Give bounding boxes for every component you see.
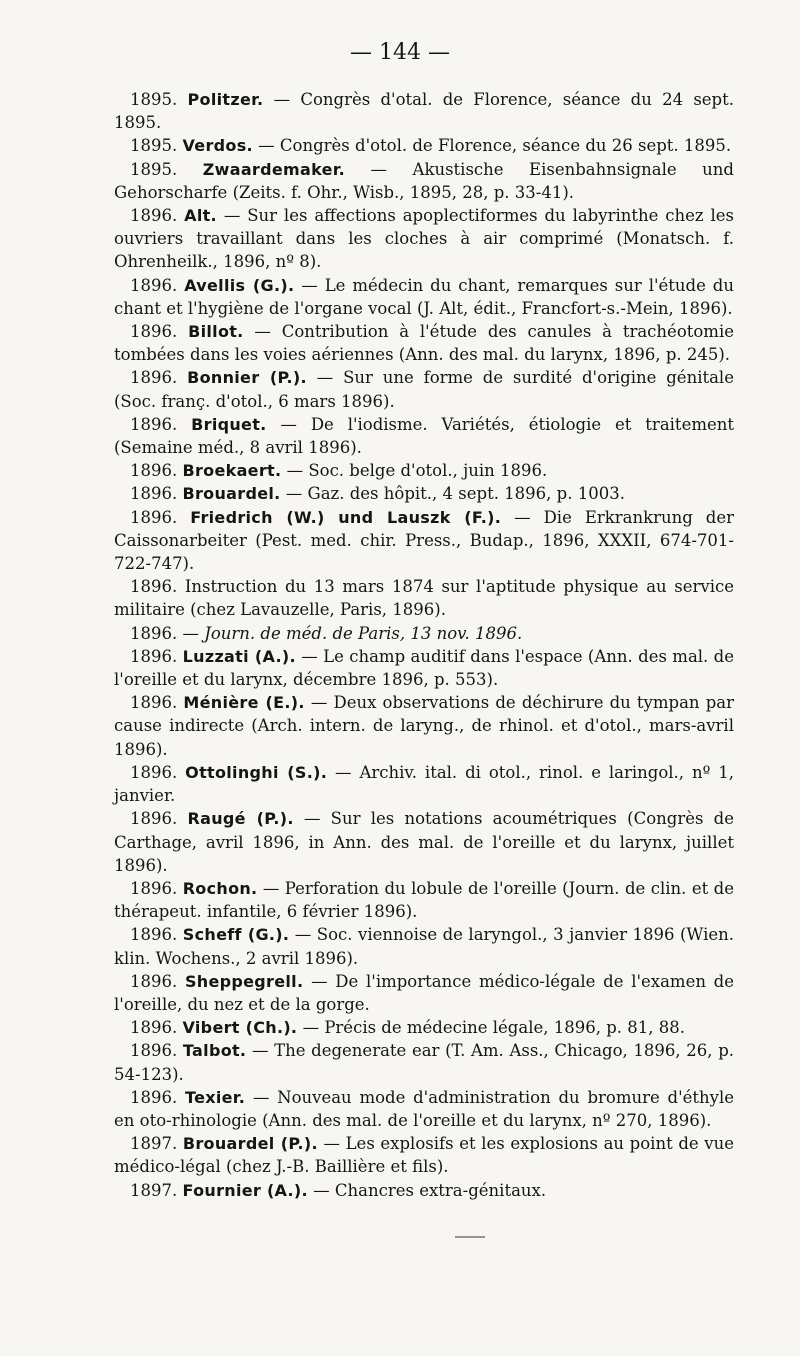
bibliography-entry	[114, 88, 734, 134]
entry-year: 1896.	[130, 206, 178, 226]
bibliography-entry	[114, 366, 734, 412]
entry-text: — Soc. viennoise de laryngol., 3 janvier 1896 (Wien. klin. Wochens., 2 avril 1896).	[114, 925, 735, 968]
entry-author: Brouardel (P.).	[182, 1134, 318, 1154]
entry-text: — Die Erkrankrung der Caissonarbeiter (Pest. med. chir. Press., Budap., 1896, XXXII, 674-701-722-747).	[114, 507, 735, 574]
entry-text: — Journ. de méd. de Paris, 13 nov. 1896.	[177, 623, 523, 643]
entry-author: Bonnier (P.).	[187, 368, 307, 388]
entry-text: — Précis de médecine légale, 1896, p. 81, 88.	[297, 1018, 685, 1038]
entry-author: Briquet.	[191, 414, 267, 434]
bibliography-entry	[114, 459, 734, 482]
entry-text: — Perforation du lobule de l'oreille (Journ. de clin. et de thérapeut. infantile, 6 février 1896).	[114, 878, 734, 922]
entry-text: — Akustische Eisenbahnsignale und Gehorscharfe (Zeits. f. Ohr., Wisb., 1895, 28, p. 33-41).	[114, 159, 734, 202]
bibliography-entry	[114, 1039, 734, 1085]
entry-author: Politzer.	[187, 90, 264, 109]
entry-text: — Sur une forme de surdité d'origine génitale (Soc. franç. d'otol., 6 mars 1896).	[114, 368, 734, 411]
entry-author: Rochon.	[182, 878, 258, 898]
entry-year: 1896.	[130, 484, 178, 504]
entry-author: Zwaardemaker.	[202, 159, 346, 179]
entry-author: Verdos.	[182, 136, 253, 156]
entry-author: Luzzati (A.).	[182, 646, 296, 666]
entry-text: — Deux observations de déchirure du tympan par cause indirecte (Arch. intern. de laryng., de rhinol. et d'otol., mars-avril 1896).	[114, 693, 734, 759]
entry-year: 1896.	[130, 971, 178, 991]
entry-year: 1896.	[130, 693, 178, 713]
entry-year: 1896.	[130, 275, 178, 295]
entry-year: 1896.	[130, 809, 178, 829]
entry-year: 1896.	[130, 925, 178, 945]
entry-author: Fournier (A.).	[182, 1180, 308, 1200]
entry-text: — Le champ auditif dans l'espace (Ann. des mal. de l'oreille et du larynx, décembre 1896, p. 553).	[114, 646, 735, 690]
entry-year: 1895.	[130, 136, 178, 156]
entry-text: — Contribution à l'étude des canules à trachéotomie tombées dans les voies aériennes (Ann. des mal. du larynx, 1896, p. 245).	[114, 322, 734, 365]
bibliography-entry	[114, 158, 734, 204]
entry-year: 1895.	[130, 159, 178, 179]
entry-text: — Soc. belge d'otol., juin 1896.	[281, 461, 548, 481]
bibliography-entry	[114, 204, 734, 274]
entry-year: 1896.	[130, 414, 178, 434]
entry-text: — Le médecin du chant, remarques sur l'étude du chant et l'hygiène de l'organe vocal (J. Alt, édit., Francfort-s.-Mein, 1896).	[114, 275, 734, 318]
entry-text: — Sur les affections apoplectiformes du labyrinthe chez les ouvriers travaillant dans les cloches à air comprimé (Monatsch. f. Ohrenheilk., 1896, nº 8).	[114, 206, 734, 272]
entry-year: 1896.	[130, 623, 178, 643]
bibliography-entry	[114, 274, 734, 320]
entry-year: 1896.	[130, 368, 178, 388]
entry-author: Friedrich (W.) und Lauszk (F.).	[190, 507, 502, 527]
bibliography-entry	[114, 320, 734, 366]
bibliography-entry	[114, 1086, 734, 1132]
entry-year: 1896.	[130, 1087, 178, 1107]
entry-author: Vibert (Ch.).	[182, 1018, 298, 1038]
entry-text: — Archiv. ital. di otol., rinol. e laringol., nº 1, janvier.	[114, 762, 734, 806]
entry-text: — Chancres extra-génitaux.	[307, 1180, 547, 1200]
bibliography-entry	[114, 1132, 734, 1178]
bibliography-entry	[114, 506, 734, 576]
entry-author: Texier.	[185, 1087, 246, 1107]
entry-author: Billot.	[188, 322, 244, 342]
bibliography-entry	[114, 413, 734, 459]
entry-year: 1896.	[130, 322, 178, 342]
entry-year: 1896.	[130, 878, 178, 898]
entry-author: Raugé (P.).	[187, 809, 294, 829]
entry-author: Broekaert.	[182, 461, 282, 481]
entry-text: — Les explosifs et les explosions au point de vue médico-légal (chez J.-B. Baillière et fils).	[114, 1134, 734, 1177]
entry-year: 1897.	[130, 1134, 178, 1154]
entry-author: Alt.	[184, 206, 217, 226]
bibliography-entry	[114, 1179, 734, 1202]
entry-author: Ménière (E.).	[183, 693, 305, 713]
entry-year: 1896.	[130, 461, 178, 481]
entry-year: 1896.	[130, 1041, 178, 1061]
bibliography-entry	[114, 645, 734, 691]
bibliography-list	[114, 88, 734, 1202]
bibliography-entry	[114, 761, 734, 807]
entry-text: — Nouveau mode d'administration du bromure d'éthyle en oto-rhinologie (Ann. des mal. de l'oreille et du larynx, nº 270, 1896).	[114, 1087, 734, 1130]
entry-year: 1897.	[130, 1180, 178, 1200]
entry-text: — Gaz. des hôpit., 4 sept. 1896, p. 1003.	[280, 484, 625, 504]
entry-text: — Congrès d'otol. de Florence, séance du 26 sept. 1895.	[252, 136, 732, 156]
bibliography-entry	[114, 1016, 734, 1039]
entry-year: 1896.	[130, 577, 178, 597]
bibliography-entry	[114, 691, 734, 761]
bibliography-entry	[114, 622, 734, 645]
bibliography-entry	[114, 807, 734, 877]
entry-year: 1896.	[130, 762, 178, 782]
bibliography-entry	[114, 970, 734, 1016]
bibliography-entry	[114, 877, 734, 923]
entry-text: — De l'importance médico-légale de l'examen de l'oreille, du nez et de la gorge.	[114, 971, 735, 1014]
entry-author: Ottolinghi (S.).	[185, 762, 328, 782]
entry-year: 1896.	[130, 646, 178, 666]
entry-year: 1896.	[130, 1018, 178, 1038]
entry-author: Sheppegrell.	[184, 971, 304, 991]
entry-year: 1896.	[130, 507, 178, 527]
entry-text: Instruction du 13 mars 1874 sur l'aptitude physique au service militaire (chez Lavauzelle, Paris, 1896).	[114, 577, 734, 620]
entry-text: — Sur les notations acoumétriques (Congrès de Carthage, avril 1896, in Ann. des mal. de l'oreille et du larynx, juillet 1896).	[114, 809, 734, 875]
entry-text: — Congrès d'otal. de Florence, séance du 24 sept. 1895.	[114, 90, 734, 133]
bibliography-entry	[114, 134, 734, 157]
entry-year: 1895.	[130, 90, 178, 109]
entry-text: — De l'iodisme. Variétés, étiologie et traitement (Semaine méd., 8 avril 1896).	[114, 414, 734, 458]
entry-author: Avellis (G.).	[184, 275, 295, 295]
bibliography-entry	[114, 575, 734, 621]
bibliography-entry	[114, 482, 734, 505]
entry-text: — The degenerate ear (T. Am. Ass., Chicago, 1896, 26, p. 54-123).	[114, 1041, 734, 1084]
bibliography-entry	[114, 923, 734, 969]
end-rule	[455, 1236, 485, 1238]
entry-author: Scheff (G.).	[182, 925, 290, 945]
page-number: — 144 —	[350, 40, 450, 65]
entry-author: Talbot.	[182, 1041, 247, 1061]
entry-author: Brouardel.	[182, 484, 281, 504]
